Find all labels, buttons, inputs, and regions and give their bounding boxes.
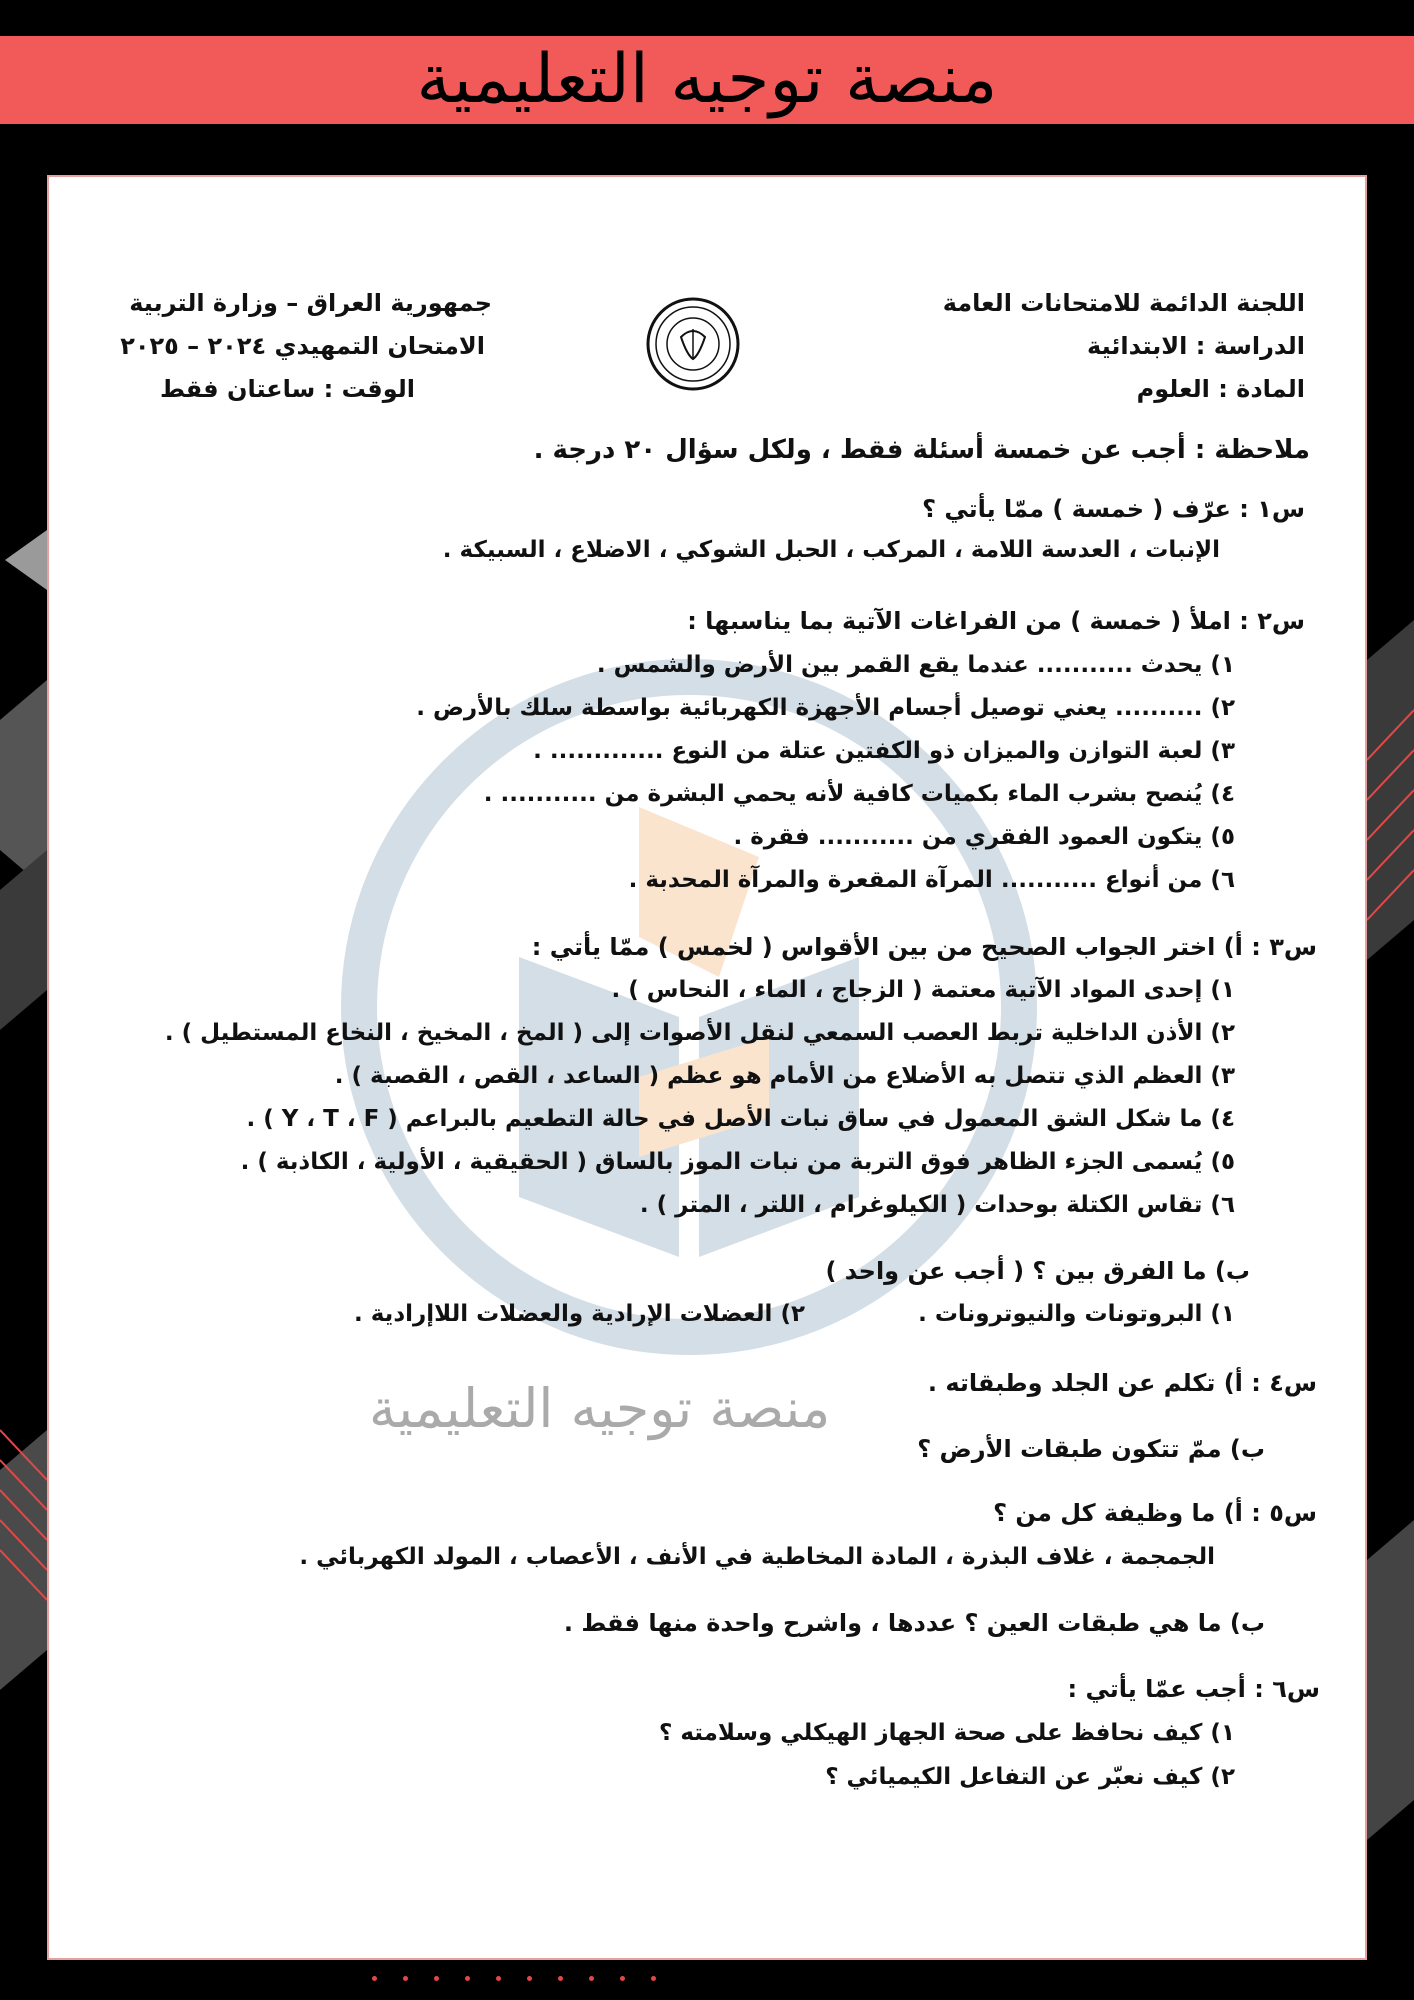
q3-item-6: ٦) تقاس الكتلة بوحدات ( الكيلوغرام ، اللتر ، المتر ) . xyxy=(639,1192,1235,1218)
q3-item-3: ٣) العظم الذي تتصل به الأضلاع من الأمام هو عظم ( الساعد ، القص ، القصبة ) . xyxy=(334,1063,1235,1089)
right-decoration xyxy=(1367,560,1414,1860)
q3-b-item-1: ١) البروتونات والنيوترونات . xyxy=(918,1301,1235,1327)
banner-title: منصة توجيه التعليمية xyxy=(416,40,998,119)
committee-line: اللجنة الدائمة للامتحانات العامة xyxy=(942,289,1305,317)
q6-item-1: ١) كيف نحافظ على صحة الجهاز الهيكلي وسلامته ؟ xyxy=(658,1720,1235,1746)
q3-item-5: ٥) يُسمى الجزء الظاهر فوق التربة من نبات الموز بالساق ( الحقيقية ، الأولية ، الكاذبة ) . xyxy=(240,1149,1235,1175)
q6-title: س٦ : أجب عمّا يأتي : xyxy=(1067,1675,1320,1703)
q6-item-2: ٢) كيف نعبّر عن التفاعل الكيميائي ؟ xyxy=(825,1764,1235,1790)
decorative-dots xyxy=(372,1976,656,1981)
q3-item-4: ٤) ما شكل الشق المعمول في ساق نبات الأصل في حالة التطعيم بالبراعم ( Y ، T ، F ) . xyxy=(246,1106,1235,1132)
top-banner xyxy=(0,36,1414,124)
q2-title: س٢ : املأ ( خمسة ) من الفراغات الآتية بما يناسبها : xyxy=(687,607,1305,635)
exam-paper xyxy=(47,175,1367,1960)
exam-note: ملاحظة : أجب عن خمسة أسئلة فقط ، ولكل سؤال ٢٠ درجة . xyxy=(533,435,1310,465)
study-line: الدراسة : الابتدائية xyxy=(1087,332,1305,360)
q1-title: س١ : عرّف ( خمسة ) ممّا يأتي ؟ xyxy=(922,495,1305,523)
q5-a: س٥ : أ) ما وظيفة كل من ؟ xyxy=(993,1499,1317,1527)
q4-b: ب) ممّ تتكون طبقات الأرض ؟ xyxy=(917,1435,1265,1463)
q4-a: س٤ : أ) تكلم عن الجلد وطبقاته . xyxy=(927,1369,1317,1397)
q3-item-1: ١) إحدى المواد الآتية معتمة ( الزجاج ، الماء ، النحاس ) . xyxy=(611,977,1235,1003)
q2-item-3: ٣) لعبة التوازن والميزان ذو الكفتين عتلة من النوع ............. . xyxy=(533,738,1235,764)
left-decoration xyxy=(0,470,47,1770)
q3-item-2: ٢) الأذن الداخلية تربط العصب السمعي لنقل الأصوات إلى ( المخ ، المخيخ ، النخاع المستطيل ) . xyxy=(164,1020,1235,1046)
watermark-text: منصة توجيه التعليمية xyxy=(369,1377,831,1440)
subject-line: المادة : العلوم xyxy=(1136,375,1305,403)
q2-item-6: ٦) من أنواع ........... المرآة المقعرة والمرآة المحدبة . xyxy=(628,867,1235,893)
q5-b: ب) ما هي طبقات العين ؟ عددها ، واشرح واحدة منها فقط . xyxy=(563,1609,1265,1637)
q2-item-1: ١) يحدث ........... عندما يقع القمر بين الأرض والشمس . xyxy=(596,652,1235,678)
q3-b-item-2: ٢) العضلات الإرادية والعضلات اللاإرادية . xyxy=(353,1301,805,1327)
q2-item-5: ٥) يتكون العمود الفقري من ........... فقرة . xyxy=(733,824,1235,850)
exam-line: الامتحان التمهيدي ٢٠٢٤ – ٢٠٢٥ xyxy=(120,332,485,360)
q3-b-title: ب) ما الفرق بين ؟ ( أجب عن واحد ) xyxy=(825,1257,1250,1285)
website-link[interactable]: www.EduTawjeeh.com xyxy=(923,1894,1321,1935)
ministry-seal-icon xyxy=(643,297,743,392)
time-line: الوقت : ساعتان فقط xyxy=(159,375,415,403)
q1-items: الإنبات ، العدسة اللامة ، المركب ، الحبل الشوكي ، الاضلاع ، السبيكة . xyxy=(442,537,1220,563)
republic-line: جمهورية العراق – وزارة التربية xyxy=(129,289,492,317)
q2-item-4: ٤) يُنصح بشرب الماء بكميات كافية لأنه يحمي البشرة من ........... . xyxy=(483,781,1235,807)
q2-item-2: ٢) .......... يعني توصيل أجسام الأجهزة الكهربائية بواسطة سلك بالأرض . xyxy=(416,695,1235,721)
q5-items: الجمجمة ، غلاف البذرة ، المادة المخاطية في الأنف ، الأعصاب ، المولد الكهربائي . xyxy=(299,1544,1215,1570)
q3-title: س٣ : أ) اختر الجواب الصحيح من بين الأقواس ( لخمس ) ممّا يأتي : xyxy=(531,933,1317,961)
telegram-handle[interactable]: telegram : @EduTawjeeh xyxy=(60,1890,508,1931)
